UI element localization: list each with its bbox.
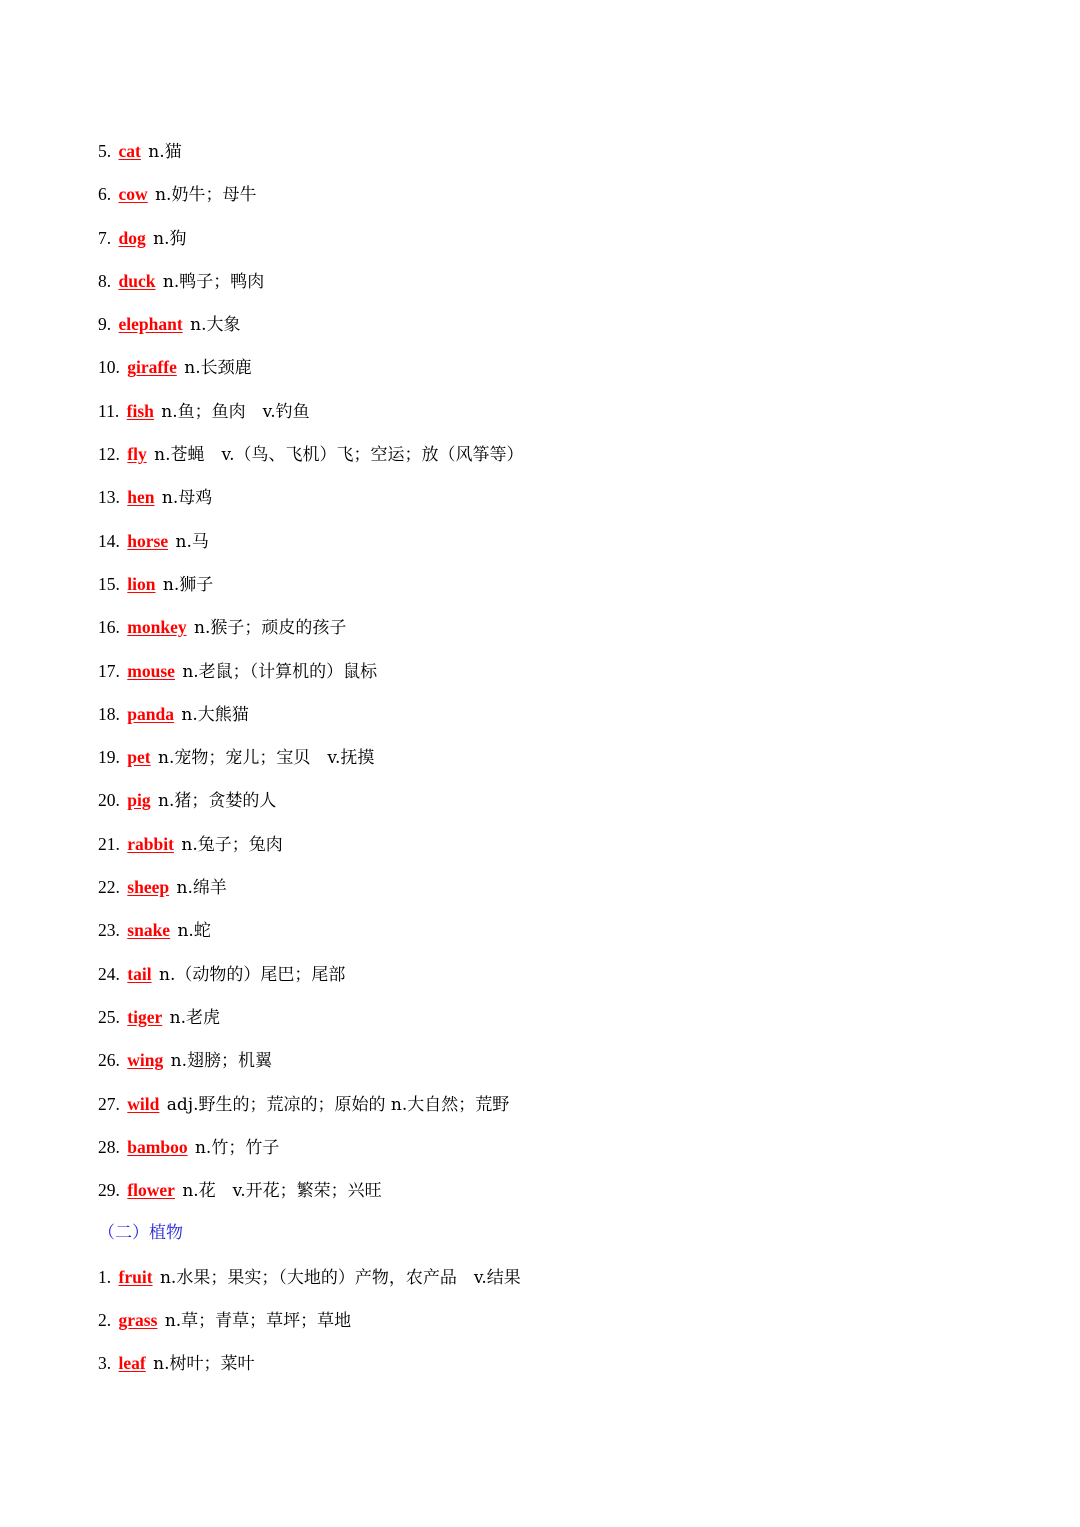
vocab-entry bbox=[98, 1004, 998, 1047]
entry-definition: adj.野生的；荒凉的；原始的 n.大自然；荒野 bbox=[166, 1094, 510, 1115]
entry-number: 24. bbox=[98, 963, 120, 984]
vocab-entry bbox=[98, 484, 998, 527]
entry-word: snake bbox=[127, 920, 171, 941]
vocab-entry bbox=[98, 1177, 998, 1220]
entry-definition: n.树叶；菜叶 bbox=[153, 1354, 255, 1375]
entry-definition: n.狗 bbox=[153, 228, 187, 249]
entry-number: 22. bbox=[98, 877, 120, 898]
vocab-entry bbox=[98, 225, 998, 268]
entry-definition: n.（动物的）尾巴；尾部 bbox=[159, 964, 346, 985]
vocab-entry bbox=[98, 354, 998, 397]
entry-word: flower bbox=[127, 1180, 175, 1201]
entry-definition: n.竹；竹子 bbox=[194, 1137, 280, 1158]
entry-number: 19. bbox=[98, 747, 120, 768]
entry-definition: n.猴子；顽皮的孩子 bbox=[194, 618, 347, 639]
entry-number: 29. bbox=[98, 1180, 120, 1201]
entry-number: 8. bbox=[98, 270, 112, 291]
entry-definition: n.绵羊 bbox=[176, 878, 227, 899]
vocab-entry bbox=[98, 138, 998, 181]
vocab-entry bbox=[98, 398, 998, 441]
entry-definition: n.奶牛；母牛 bbox=[155, 185, 257, 206]
vocab-entry bbox=[98, 701, 998, 744]
entry-definition: n.老鼠；（计算机的）鼠标 bbox=[182, 661, 378, 682]
entry-definition: n.苍蝇 v.（鸟、飞机）飞；空运；放（风筝等） bbox=[154, 445, 524, 466]
entry-word: giraffe bbox=[127, 357, 177, 378]
vocab-entry bbox=[98, 441, 998, 484]
vocab-entry bbox=[98, 787, 998, 830]
entry-word: lion bbox=[127, 573, 156, 594]
vocab-entry bbox=[98, 1047, 998, 1090]
entry-definition: n.兔子；兔肉 bbox=[181, 834, 283, 855]
entry-word: wing bbox=[127, 1050, 164, 1071]
vocab-entry bbox=[98, 744, 998, 787]
entry-number: 16. bbox=[98, 617, 120, 638]
entry-definition: n.马 bbox=[175, 531, 209, 552]
entry-number: 20. bbox=[98, 790, 120, 811]
entry-definition: n.鱼；鱼肉 v.钓鱼 bbox=[161, 401, 310, 422]
entry-word: tiger bbox=[127, 1006, 163, 1027]
entry-word: dog bbox=[118, 227, 146, 248]
entry-number: 11. bbox=[98, 400, 120, 421]
entry-definition: n.鸭子；鸭肉 bbox=[162, 271, 265, 292]
entry-number: 6. bbox=[98, 184, 112, 205]
entry-number: 18. bbox=[98, 703, 120, 724]
entry-definition: n.翅膀；机翼 bbox=[170, 1051, 273, 1072]
vocab-entry bbox=[98, 831, 998, 874]
entry-word: monkey bbox=[127, 617, 187, 638]
entry-number: 13. bbox=[98, 487, 120, 508]
entry-definition: n.狮子 bbox=[162, 574, 214, 595]
entry-word: cow bbox=[118, 184, 148, 205]
entry-word: wild bbox=[127, 1093, 160, 1114]
entry-definition: n.母鸡 bbox=[161, 488, 213, 509]
vocab-entry bbox=[98, 658, 998, 701]
vocab-entry bbox=[98, 268, 998, 311]
entry-number: 23. bbox=[98, 920, 120, 941]
entry-definition: n.草；青草；草坪；草地 bbox=[164, 1311, 352, 1332]
vocab-list bbox=[98, 138, 998, 1394]
entry-number: 3. bbox=[98, 1353, 112, 1374]
entry-number: 12. bbox=[98, 444, 120, 465]
vocab-entry bbox=[98, 614, 998, 657]
vocab-entry bbox=[98, 1091, 998, 1134]
vocab-entry bbox=[98, 1350, 998, 1393]
entry-number: 7. bbox=[98, 227, 112, 248]
entry-number: 26. bbox=[98, 1050, 120, 1071]
entry-definition: n.宠物；宠儿；宝贝 v.抚摸 bbox=[158, 748, 375, 769]
entry-word: fish bbox=[126, 400, 154, 421]
entry-word: mouse bbox=[127, 660, 175, 681]
entry-word: tail bbox=[127, 963, 152, 984]
entry-number: 27. bbox=[98, 1093, 120, 1114]
vocab-entry bbox=[98, 1307, 998, 1350]
entry-definition: n.大熊猫 bbox=[181, 704, 249, 725]
entry-word: fruit bbox=[118, 1266, 153, 1287]
entry-word: fly bbox=[127, 444, 147, 465]
entry-number: 9. bbox=[98, 314, 112, 335]
entry-word: pet bbox=[127, 747, 151, 768]
entry-definition: n.蛇 bbox=[177, 921, 211, 942]
vocab-entry bbox=[98, 528, 998, 571]
entry-number: 21. bbox=[98, 833, 120, 854]
entry-definition: n.水果；果实；（大地的）产物，农产品 v.结果 bbox=[159, 1267, 521, 1288]
entry-word: rabbit bbox=[127, 833, 174, 854]
entry-number: 14. bbox=[98, 530, 120, 551]
vocab-entry bbox=[98, 1134, 998, 1177]
vocab-entry bbox=[98, 917, 998, 960]
entry-number: 25. bbox=[98, 1006, 120, 1027]
entry-definition: n.长颈鹿 bbox=[184, 358, 252, 379]
entry-word: hen bbox=[127, 487, 155, 508]
entry-number: 10. bbox=[98, 357, 120, 378]
entry-definition: n.老虎 bbox=[169, 1007, 221, 1028]
vocab-entry bbox=[98, 311, 998, 354]
entry-number: 5. bbox=[98, 141, 112, 161]
vocab-entry bbox=[98, 571, 998, 614]
section-heading-plants: （二）植物 bbox=[98, 1223, 183, 1244]
entry-number: 15. bbox=[98, 573, 120, 594]
entry-word: pig bbox=[127, 790, 151, 811]
entry-definition: n.猫 bbox=[148, 142, 182, 162]
entry-word: bamboo bbox=[127, 1136, 188, 1157]
entry-definition: n.花 v.开花；繁荣；兴旺 bbox=[182, 1181, 382, 1202]
vocab-entry bbox=[98, 874, 998, 917]
entry-word: panda bbox=[127, 703, 174, 724]
entry-word: horse bbox=[127, 530, 169, 551]
entry-number: 17. bbox=[98, 660, 120, 681]
entry-word: sheep bbox=[127, 877, 170, 898]
entry-number: 1. bbox=[98, 1266, 112, 1287]
entry-word: leaf bbox=[118, 1353, 146, 1374]
vocab-entry bbox=[98, 961, 998, 1004]
vocab-entry bbox=[98, 181, 998, 224]
entry-word: cat bbox=[118, 141, 141, 161]
entry-definition: n.大象 bbox=[190, 315, 241, 336]
entry-number: 2. bbox=[98, 1310, 112, 1331]
entry-number: 28. bbox=[98, 1136, 120, 1157]
entry-definition: n.猪；贪婪的人 bbox=[158, 791, 277, 812]
entry-word: elephant bbox=[118, 314, 183, 335]
entry-word: duck bbox=[118, 270, 156, 291]
vocab-entry bbox=[98, 1264, 998, 1307]
entry-word: grass bbox=[118, 1310, 158, 1331]
